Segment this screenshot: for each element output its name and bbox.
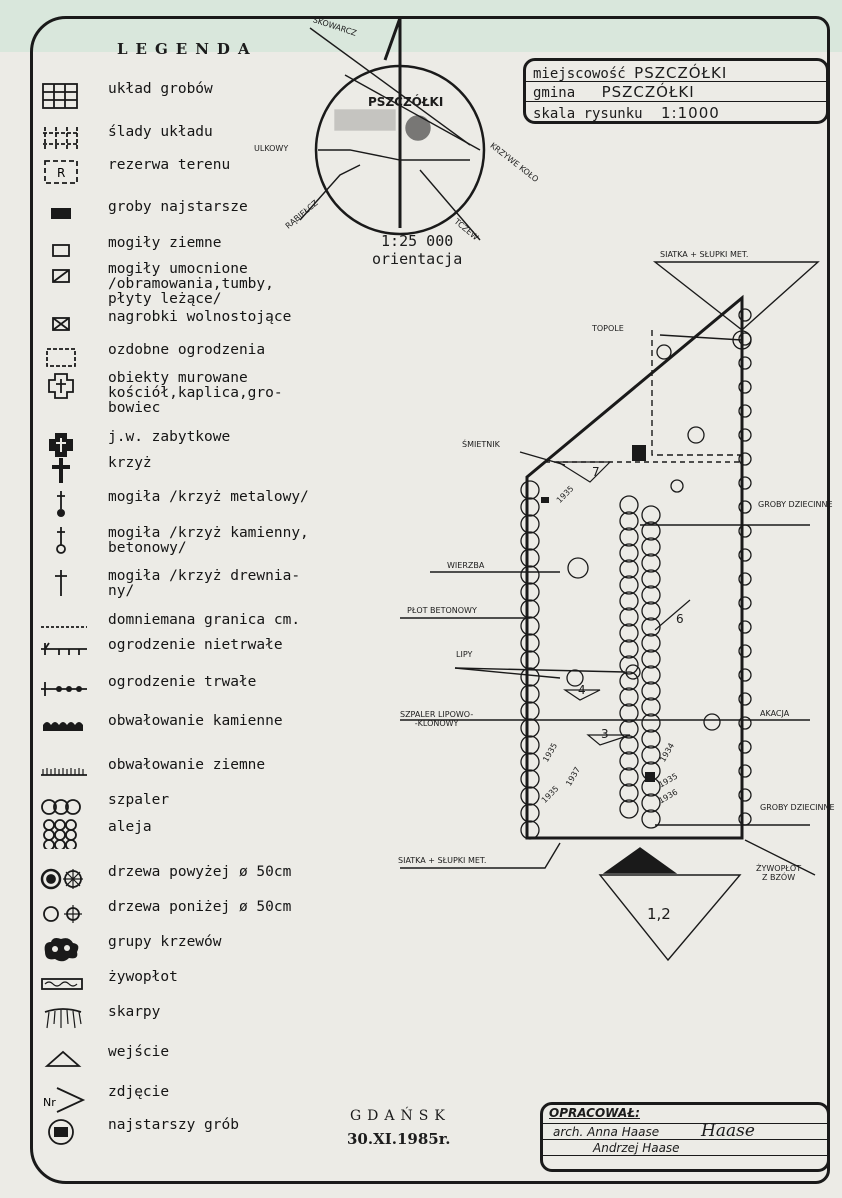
footer-date: 30.XI.1985r.	[347, 1130, 451, 1148]
left-tree-row-tree	[521, 685, 539, 703]
label-zywoplot: ŻYWOPŁOT Z BZÓW	[756, 864, 802, 882]
legend-item-label: szpaler	[108, 792, 170, 808]
photo-7-arrow	[558, 462, 610, 482]
legend-item-label: nagrobki wolnostojące	[108, 309, 292, 325]
label-groby-dzieciene-2: GROBY DZIECINNE	[760, 803, 835, 812]
legend-item-label: mogiła /krzyż kamienny, betonowy/	[108, 525, 309, 556]
road-krzywe-kolo: KRZYWE KOŁO	[488, 140, 541, 185]
orientation-scale: 1:25 000	[381, 232, 454, 250]
left-tree-row-tree	[521, 583, 539, 601]
orientation-label: orientacja	[372, 250, 463, 268]
author-2: Andrzej Haase	[593, 1141, 680, 1155]
left-tree-row-tree	[521, 804, 539, 822]
year-label: 1935	[541, 741, 560, 764]
legend-item-label: ogrodzenie trwałe	[108, 674, 257, 690]
label-siatka-bottom: SIATKA + SŁUPKI MET.	[398, 856, 487, 865]
label-topole: TOPOLE	[592, 324, 624, 333]
place-label: miejscowość	[533, 66, 626, 82]
left-tree-row-tree	[521, 719, 539, 737]
left-tree-row-tree	[521, 668, 539, 686]
legend-item-label: j.w. zabytkowe	[108, 429, 231, 445]
avenue-tree-west	[620, 688, 638, 706]
photo-number-6: 6	[676, 612, 684, 626]
avenue-tree-west	[620, 544, 638, 562]
oldest-grave-marker-2	[645, 772, 655, 782]
avenue-tree-east	[642, 666, 660, 684]
left-tree-row-tree	[521, 770, 539, 788]
avenue-tree-west	[620, 752, 638, 770]
label-siatka-top: SIATKA + SŁUPKI MET.	[660, 250, 749, 259]
avenue-tree-west	[620, 768, 638, 786]
place-value: PSZCZÓŁKI	[634, 64, 728, 82]
avenue-tree-west	[620, 608, 638, 626]
legend-item-label: ślady układu	[108, 124, 213, 140]
avenue-tree-west	[620, 512, 638, 530]
left-tree-row-tree	[521, 821, 539, 839]
avenue-tree-west	[620, 592, 638, 610]
avenue-tree-west	[620, 496, 638, 514]
tree-rows	[521, 309, 751, 839]
avenue-tree-east	[642, 682, 660, 700]
legend-item-label: wejście	[108, 1044, 170, 1060]
topole-pointer	[660, 335, 742, 340]
label-lipy: LIPY	[456, 650, 473, 659]
legend-item-label: mogiły ziemne	[108, 235, 222, 251]
label-smietnik: ŚMIETNIK	[462, 440, 500, 449]
photo-number-1-2: 1,2	[647, 905, 671, 923]
road-rabielcz: RĄBIEŁCZ	[283, 198, 320, 231]
legend-item-label: groby najstarsze	[108, 199, 248, 215]
avenue-tree-west	[620, 560, 638, 578]
poplar-tree	[688, 427, 704, 443]
year-label: 1936	[657, 787, 680, 806]
photo-6-arrow	[655, 600, 690, 630]
left-tree-row-tree	[521, 515, 539, 533]
town-block	[335, 110, 395, 130]
avenue-tree-east	[642, 618, 660, 636]
label-plot: PŁOT BETONOWY	[407, 606, 477, 615]
photo-3-arrow	[588, 735, 630, 745]
legend-item-label: drzewa poniżej ø 50cm	[108, 899, 292, 915]
entrance-icon	[605, 848, 675, 873]
avenue-tree-west	[620, 784, 638, 802]
legend-item-label: żywopłot	[108, 969, 178, 985]
legend-item-label: aleja	[108, 819, 152, 835]
left-tree-row-tree	[521, 787, 539, 805]
avenue-tree-west	[620, 576, 638, 594]
town-label: PSZCZÓŁKI	[368, 95, 444, 109]
avenue-tree-east	[642, 554, 660, 572]
signature: Haase	[701, 1121, 755, 1141]
legend-item-label: obwałowanie kamienne	[108, 713, 283, 729]
left-tree-row-tree	[521, 498, 539, 516]
avenue-tree-west	[620, 736, 638, 754]
legend-item-label: zdjęcie	[108, 1084, 170, 1100]
avenue-tree-east	[642, 586, 660, 604]
cemetery-boundary	[527, 298, 742, 838]
year-label: 1935	[539, 784, 561, 805]
commune-value: PSZCZÓŁKI	[601, 83, 695, 101]
avenue-tree-east	[642, 634, 660, 652]
willow-tree	[568, 558, 588, 578]
avenue-tree-west	[620, 528, 638, 546]
left-tree-row-tree	[521, 634, 539, 652]
label-akacja: AKACJA	[760, 709, 790, 718]
scale-label: skala rysunku	[533, 106, 643, 122]
author-stamp	[540, 1102, 830, 1172]
legend-item-label: mogiły umocnione /obramowania,tumby, płyty leżące/	[108, 261, 274, 307]
legend-title: LEGENDA	[117, 40, 258, 58]
avenue-tree-west	[620, 800, 638, 818]
avenue-tree-east	[642, 698, 660, 716]
poplar-tree	[671, 480, 683, 492]
siatka-top-pointer	[655, 262, 818, 330]
avenue-tree-west	[620, 624, 638, 642]
photo-number-4: 4	[578, 683, 586, 697]
avenue-tree-west	[620, 640, 638, 658]
chapel-icon	[632, 445, 646, 461]
year-label: 1935	[554, 484, 576, 505]
presumed-boundary	[652, 330, 742, 455]
legend-item-label: grupy krzewów	[108, 934, 222, 950]
prepared-label: OPRACOWAŁ:	[549, 1106, 640, 1120]
avenue-tree-east	[642, 650, 660, 668]
avenue-tree-east	[642, 810, 660, 828]
legend-item-label: obiekty murowane kościół,kaplica,gro- bowiec	[108, 370, 283, 416]
svg-text:Nr: Nr	[43, 1096, 56, 1109]
left-tree-row-tree	[521, 617, 539, 635]
legend-item-label: układ grobów	[108, 81, 213, 97]
acacia-tree	[704, 714, 720, 730]
year-label: 1937	[564, 765, 583, 788]
left-tree-row-tree	[521, 532, 539, 550]
avenue-tree-east	[642, 730, 660, 748]
legend-item-label: mogiła /krzyż metalowy/	[108, 489, 309, 505]
footer-city: GDAŃSK	[350, 1108, 451, 1124]
scale-value: 1:1000	[661, 104, 720, 122]
legend-item-label: skarpy	[108, 1004, 161, 1020]
left-tree-row-tree	[521, 600, 539, 618]
avenue-tree-east	[642, 746, 660, 764]
label-groby-dzieciene-1: GROBY DZIECINNE	[758, 500, 833, 509]
road-skowarcz: SKOWARCZ	[311, 15, 358, 38]
avenue-tree-east	[642, 506, 660, 524]
left-tree-row-tree	[521, 753, 539, 771]
legend-item-label: rezerwa terenu	[108, 157, 231, 173]
year-label: 1934	[658, 741, 677, 764]
avenue-tree-east	[642, 538, 660, 556]
avenue-tree-west	[620, 672, 638, 690]
left-tree-row-tree	[521, 702, 539, 720]
legend-item-label: drzewa powyżej ø 50cm	[108, 864, 292, 880]
photo-number-7: 7	[592, 465, 600, 479]
svg-text:R: R	[57, 166, 66, 180]
author-1: arch. Anna Haase	[553, 1125, 660, 1139]
cemetery-marker-icon	[406, 116, 430, 140]
road-line	[318, 150, 470, 160]
avenue-tree-east	[642, 714, 660, 732]
legend-item-label: domniemana granica cm.	[108, 612, 301, 628]
poplar-tree	[657, 345, 671, 359]
avenue-tree-east	[642, 570, 660, 588]
legend-item-label: najstarszy grób	[108, 1117, 239, 1133]
road-tczew: TCZEW	[452, 216, 481, 243]
left-tree-row-tree	[521, 651, 539, 669]
legend-item-label: ogrodzenie nietrwałe	[108, 637, 283, 653]
left-tree-row-tree	[521, 566, 539, 584]
left-tree-row-tree	[521, 481, 539, 499]
left-tree-row-tree	[521, 549, 539, 567]
label-wierzba: WIERZBA	[447, 561, 485, 570]
legend-item-label: krzyż	[108, 455, 152, 471]
label-szpaler: SZPALER LIPOWO- -KLONOWY	[400, 710, 474, 728]
oldest-grave-marker	[541, 497, 549, 503]
left-tree-row-tree	[521, 736, 539, 754]
road-ulkowy: ULKOWY	[254, 144, 289, 153]
photo-number-3: 3	[601, 727, 609, 741]
year-label: 1935	[657, 771, 680, 790]
avenue-tree-east	[642, 602, 660, 620]
legend-item-label: mogiła /krzyż drewnia- ny/	[108, 568, 301, 599]
legend-item-label: ozdobne ogrodzenia	[108, 342, 266, 358]
legend-item-label: obwałowanie ziemne	[108, 757, 266, 773]
commune-label: gmina	[533, 85, 576, 101]
